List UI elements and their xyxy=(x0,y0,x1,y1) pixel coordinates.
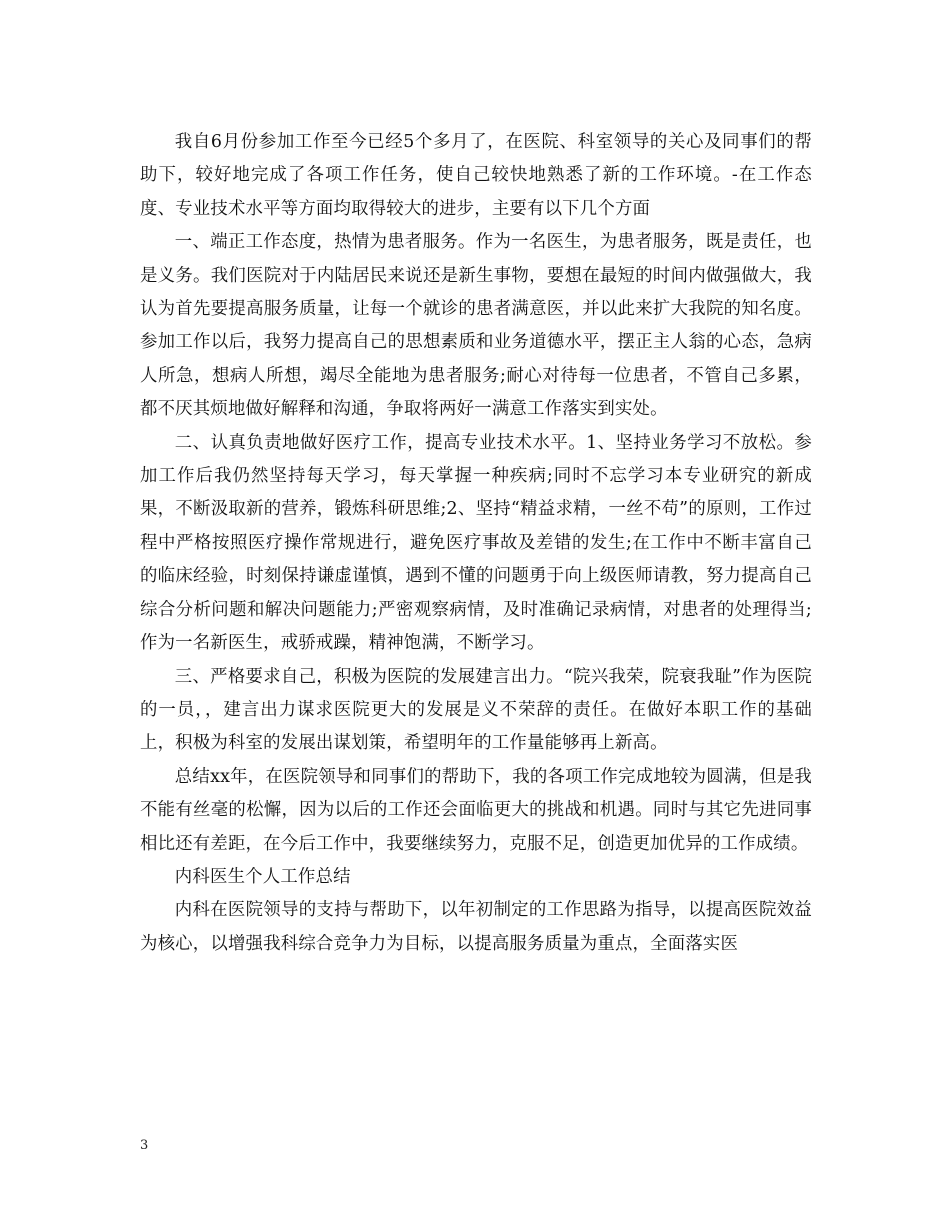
document-body xyxy=(140,126,812,961)
section-heading: 内科医生个人工作总结 xyxy=(174,866,351,887)
page-number: 3 xyxy=(140,1138,149,1153)
section-two-paragraph: 二、认真负责地做好医疗工作，提高专业技术水平。1、坚持业务学习不放松。参加工作后我仍然坚持每天学习，每天掌握一种疾病;同时不忘学习本专业研究的新成果，不断汲取新的营养，锻炼科研思维;2、坚持“精益求精，一丝不苟”的原则，工作过程中严格按照医疗操作常规进行，避免医疗事故及差错的发生;在工作中不断丰富自己的临床经验，时刻保持谦虚谨慎，遇到不懂的问题勇于向上级医师请教，努力提高自己综合分析问题和解决问题能力;严密观察病情，及时准确记录病情，对患者的处理得当;作为一名新医生，戒骄戒躁，精神饱满，不断学习。 xyxy=(140,432,812,654)
closing-paragraph: 内科在医院领导的支持与帮助下，以年初制定的工作思路为指导，以提高医院效益为核心，以增强我科综合竞争力为目标，以提高服务质量为重点，全面落实医 xyxy=(140,900,812,954)
intro-paragraph: 我自6月份参加工作至今已经5个多月了，在医院、科室领导的关心及同事们的帮助下，较好地完成了各项工作任务，使自己较快地熟悉了新的工作环境。-在工作态度、专业技术水平等方面均取得较大的进步，主要有以下几个方面 xyxy=(140,132,812,219)
section-one-paragraph: 一、端正工作态度，热情为患者服务。作为一名医生，为患者服务，既是责任，也是义务。我们医院对于内陆居民来说还是新生事物，要想在最短的时间内做强做大，我认为首先要提高服务质量，让每一个就诊的患者满意医，并以此来扩大我院的知名度。参加工作以后，我努力提高自己的思想素质和业务道德水平，摆正主人翁的心态，急病人所急，想病人所想，竭尽全能地为患者服务;耐心对待每一位患者，不管自己多累，都不厌其烦地做好解释和沟通，争取将两好一满意工作落实到实处。 xyxy=(140,232,812,420)
section-three-paragraph: 三、严格要求自己，积极为医院的发展建言出力。“院兴我荣，院衰我耻”作为医院的一员，，建言出力谋求医院更大的发展是义不荣辞的责任。在做好本职工作的基础上，积极为科室的发展出谋划策，希望明年的工作量能够再上新高。 xyxy=(140,666,812,754)
summary-paragraph: 总结xx年，在医院领导和同事们的帮助下，我的各项工作完成地较为圆满，但是我不能有丝毫的松懈，因为以后的工作还会面临更大的挑战和机遇。同时与其它先进同事相比还有差距，在今后工作中，我要继续努力，克服不足，创造更加优异的工作成绩。 xyxy=(140,766,812,854)
